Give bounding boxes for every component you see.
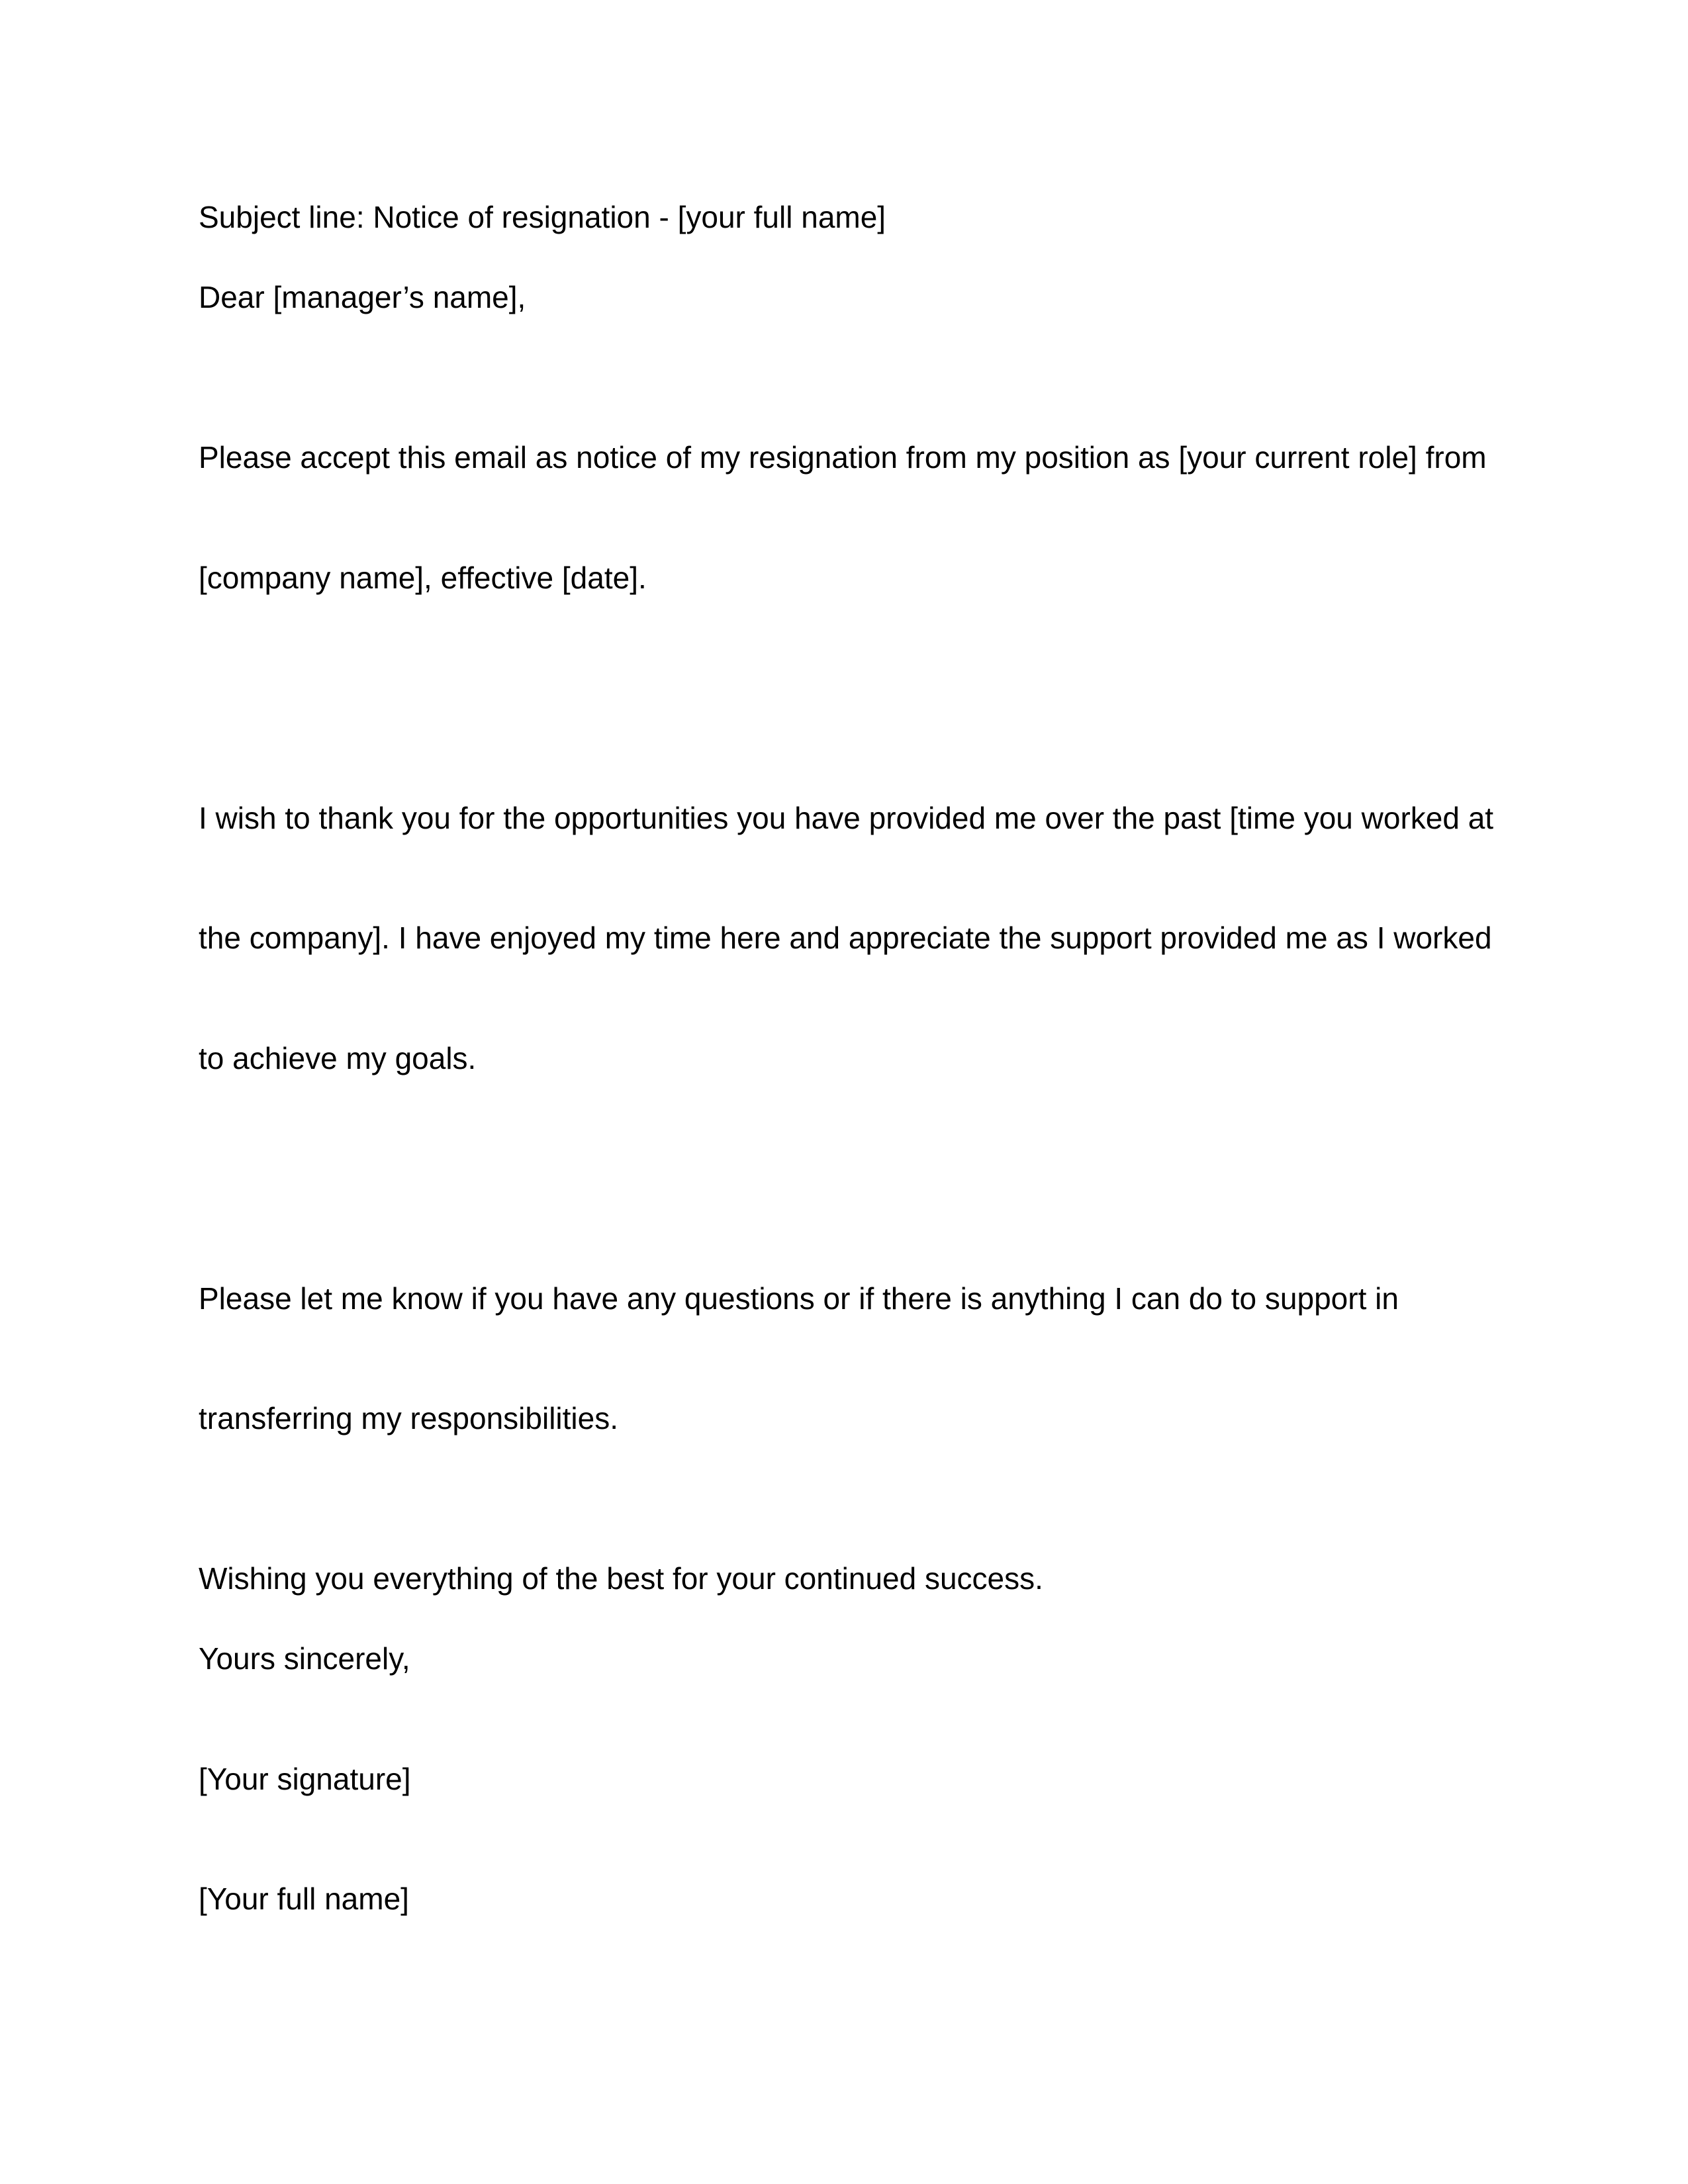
paragraph-thanks [199, 718, 1496, 1159]
letter-body [199, 197, 1496, 1959]
paragraph-well-wishes: Wishing you everything of the best for your continued success. [199, 1561, 1043, 1596]
signature-spacer [199, 1679, 1496, 1759]
paragraph-resignation-notice [199, 357, 1496, 678]
paragraph-line: the company]. I have enjoyed my time here and appreciate the support provided me as I worked [199, 921, 1492, 955]
paragraph-line: transferring my responsibilities. [199, 1401, 619, 1435]
name-spacer [199, 1799, 1496, 1879]
subject-line: Subject line: Notice of resignation - [your full name] [199, 200, 886, 234]
paragraph-line: Please accept this email as notice of my resignation from my position as [your current role] from [199, 440, 1487, 475]
paragraph-line: Please let me know if you have any questions or if there is anything I can do to support in [199, 1281, 1399, 1316]
signature-placeholder: [Your signature] [199, 1761, 411, 1796]
paragraph-line: [company name], effective [date]. [199, 560, 647, 595]
closing: Yours sincerely, [199, 1641, 410, 1676]
paragraph-line: I wish to thank you for the opportunities you have provided me over the past [time you worked at [199, 800, 1494, 835]
full-name-placeholder: [Your full name] [199, 1882, 409, 1916]
greeting: Dear [manager’s name], [199, 280, 526, 314]
paragraph-line: to achieve my goals. [199, 1040, 477, 1075]
paragraph-transition-support [199, 1199, 1496, 1519]
